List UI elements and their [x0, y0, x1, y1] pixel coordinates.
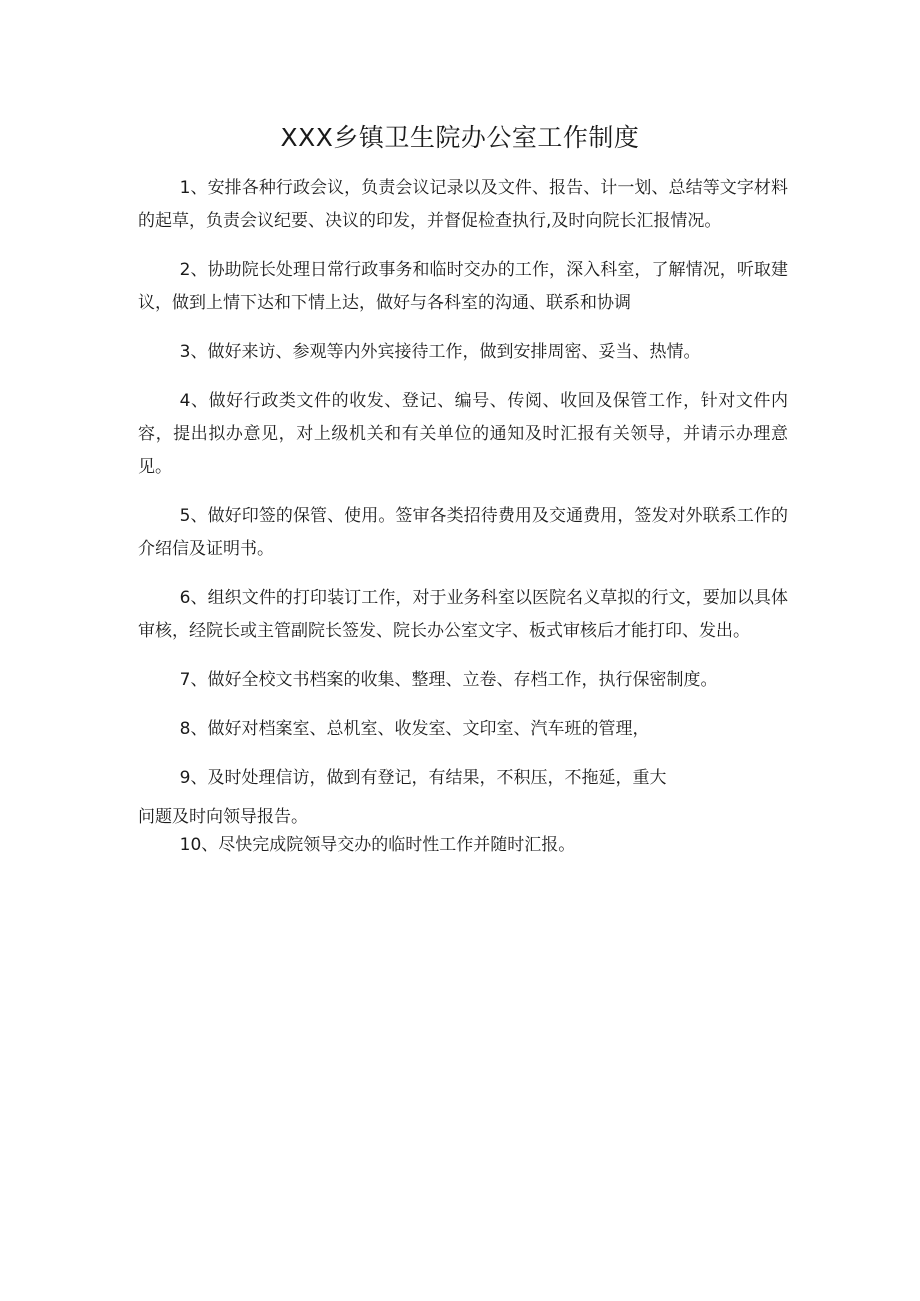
paragraph-3: 3、做好来访、参观等内外宾接待工作，做到安排周密、妥当、热情。: [179, 342, 701, 362]
paragraph-9-continuation: 问题及时向领导报告。: [138, 807, 308, 827]
paragraph-1: 1、安排各种行政会议，负责会议记录以及文件、报告、计一划、总结等文字材料的起草，负责会议纪要、决议的印发，并督促检查执行,及时向院长汇报情况。: [138, 178, 788, 231]
paragraph-2: 2、协助院长处理日常行政事务和临时交办的工作，深入科室，了解情况，听取建议，做到上情下达和下情上达，做好与各科室的沟通、联系和协调: [138, 260, 788, 313]
paragraph-10: 10、尽快完成院领导交办的临时性工作并随时汇报。: [179, 835, 576, 855]
document-title: XXX乡镇卫生院办公室工作制度: [280, 123, 640, 152]
document-body: [138, 172, 788, 873]
paragraph-4: 4、做好行政类文件的收发、登记、编号、传阅、收回及保管工作，针对文件内容，提出拟办意见，对上级机关和有关单位的通知及时汇报有关领导，并请示办理意见。: [138, 391, 788, 477]
paragraph-5: 5、做好印签的保管、使用。签审各类招待费用及交通费用，签发对外联系工作的介绍信及证明书。: [138, 506, 788, 559]
paragraph-8: 8、做好对档案室、总机室、收发室、文印室、汽车班的管理，: [179, 719, 650, 739]
paragraph-9: 9、及时处理信访，做到有登记，有结果，不积压，不拖延，重大: [179, 768, 667, 788]
paragraph-6: 6、组织文件的打印装订工作，对于业务科室以医院名义草拟的行文，要加以具体审核，经院长或主管副院长签发、院长办公室文字、板式审核后才能打印、发出。: [138, 588, 788, 641]
paragraph-7: 7、做好全校文书档案的收集、整理、立卷、存档工作，执行保密制度。: [179, 670, 718, 690]
